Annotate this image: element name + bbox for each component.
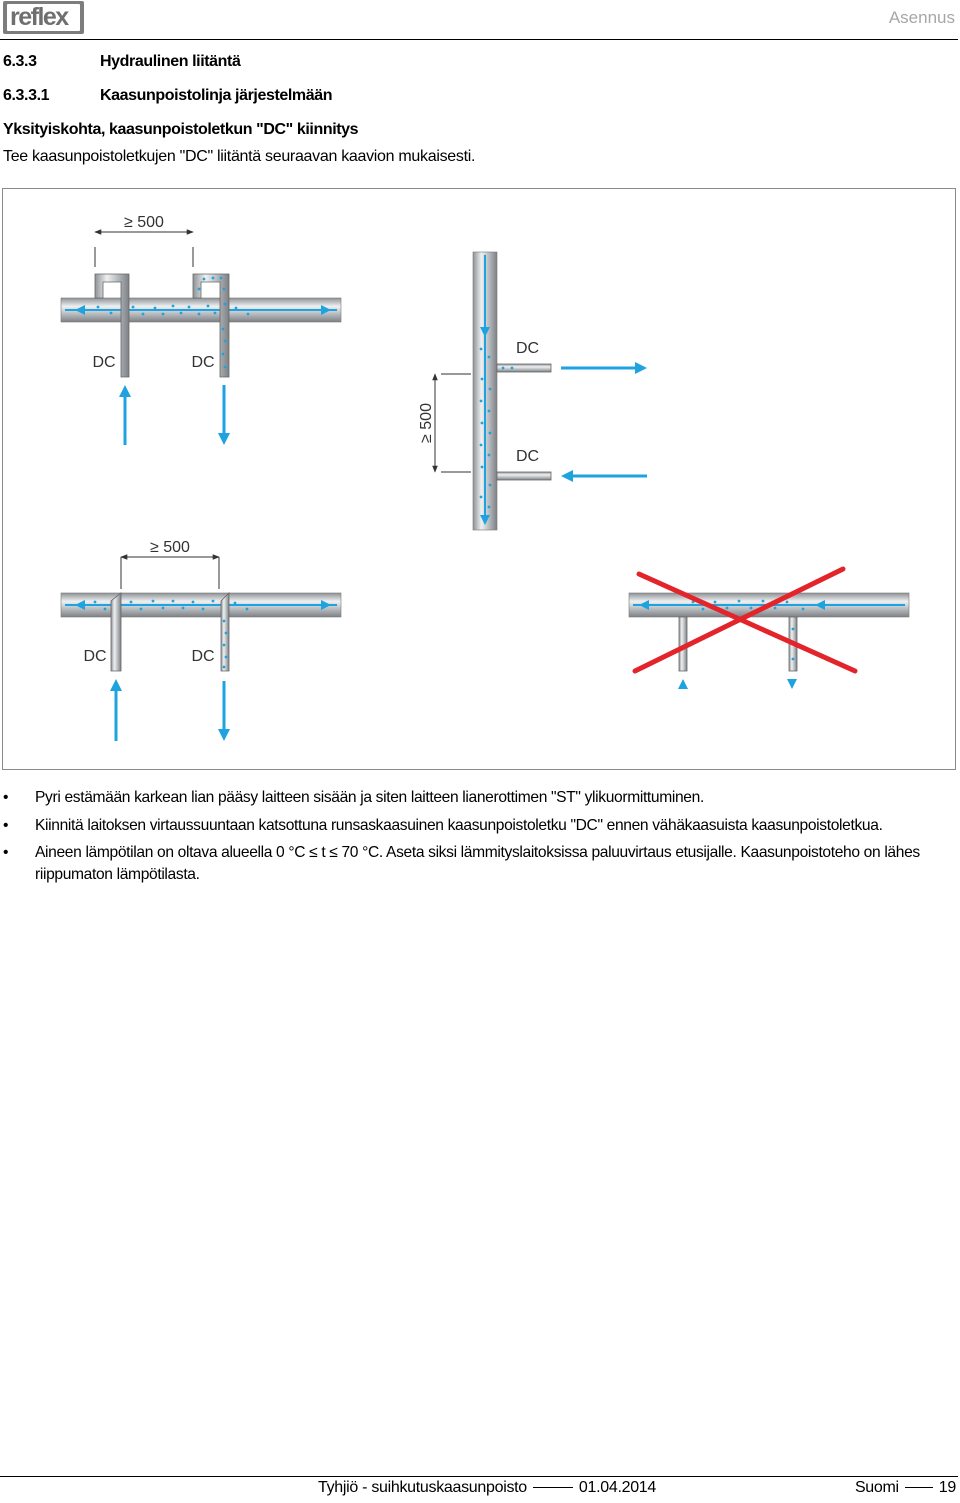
bullet-text: Pyri estämään karkean lian pääsy laitteen sisään ja siten laitteen lianerottimen "ST" ylikuormittuminen. (35, 789, 704, 806)
footer-rule (0, 1476, 958, 1477)
dimension-label: ≥ 500 (150, 539, 190, 556)
dc-label: DC (191, 648, 215, 665)
logo-text: reflex (7, 4, 80, 31)
heading-title: Kaasunpoistolinja järjestelmään (100, 87, 333, 104)
diagram-horizontal-1 (61, 214, 341, 445)
dc-branch-lower (497, 472, 551, 480)
flow-arrowhead-down (787, 679, 797, 689)
dc-label: DC (92, 354, 116, 371)
page-number: 19 (938, 1479, 956, 1496)
bullet-item (0, 815, 958, 837)
dc-label: DC (516, 448, 540, 465)
footer-dash (533, 1487, 573, 1488)
diagram-incorrect (629, 569, 909, 689)
header-rule (0, 39, 958, 40)
bullet-item (0, 787, 958, 809)
subheading: Yksityiskohta, kaasunpoistoletkun "DC" kiinnitys (3, 121, 359, 138)
bullet-marker: • (3, 844, 9, 861)
heading-title: Hydraulinen liitäntä (100, 53, 241, 70)
heading-6-3-3 (3, 53, 240, 71)
heading-6-3-3-1 (3, 87, 332, 105)
bullet-marker: • (3, 816, 9, 834)
bullet-marker: • (3, 789, 9, 806)
flow-arrowhead-up (678, 679, 688, 689)
intro-text: Tee kaasunpoistoletkujen "DC" liitäntä seuraavan kaavion mukaisesti. (3, 148, 476, 165)
reflex-logo (3, 1, 84, 34)
dc-connection-figure (2, 188, 956, 770)
dc-label: DC (516, 340, 540, 357)
bullet-text: Kiinnitä laitoksen virtaussuuntaan katsottuna runsaskaasuinen kaasunpoistoletku "DC" ennen vähäkaasuista kaasunpoistoletkua. (35, 816, 883, 834)
cross-out-line (639, 574, 855, 671)
footer-date: 01.04.2014 (578, 1479, 656, 1496)
footer-dash (905, 1487, 933, 1488)
section-name: Asennus (888, 8, 955, 27)
footer-language: Suomi (854, 1479, 899, 1496)
footer-left (318, 1479, 656, 1497)
bullet-list (0, 787, 958, 892)
dc-branch-upper (497, 364, 551, 372)
bullet-text: Aineen lämpötilan on oltava alueella 0 °C ≤ t ≤ 70 °C. Aseta siksi lämmityslaitoksissa paluuvirtaus etusijalle. Kaasunpoistoteho on lähes riippumaton lämpötilasta. (35, 844, 920, 883)
bullet-item (0, 842, 958, 886)
dimension-label: ≥ 500 (418, 403, 435, 443)
dimension-label: ≥ 500 (124, 214, 164, 231)
diagram-horizontal-2 (61, 539, 341, 741)
footer-title: Tyhjiö - suihkutuskaasunpoisto (318, 1479, 527, 1496)
dc-angled-left (111, 593, 121, 671)
footer-right (855, 1479, 956, 1497)
dc-angled-right (221, 593, 229, 671)
dc-connection-diagram (3, 189, 957, 771)
dc-label: DC (83, 648, 107, 665)
heading-number: 6.3.3.1 (3, 87, 50, 104)
dc-label: DC (191, 354, 215, 371)
heading-number: 6.3.3 (3, 53, 37, 70)
diagram-vertical (418, 252, 647, 530)
